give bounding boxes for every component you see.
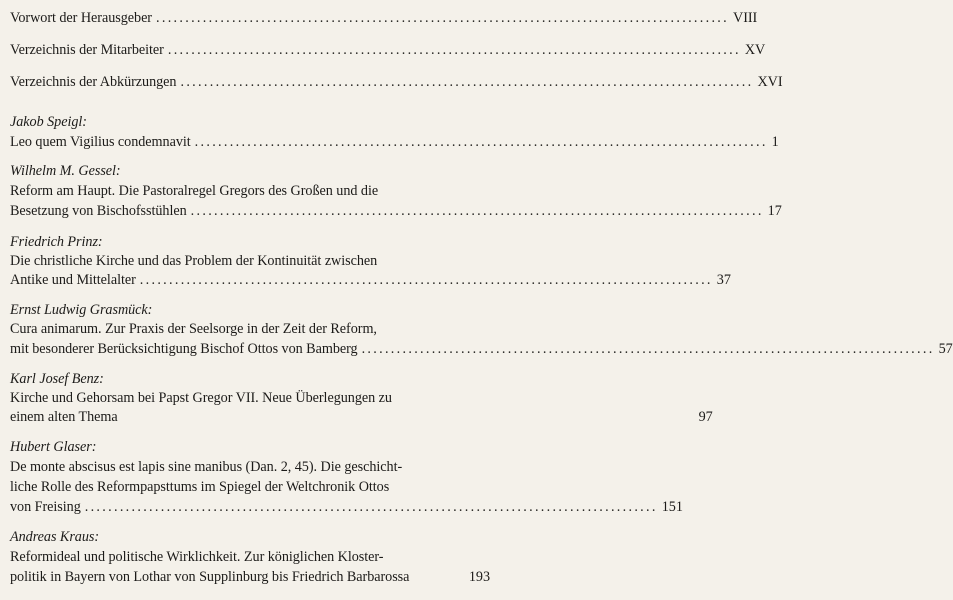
leader-dots: .................................................................................................. (361, 341, 935, 357)
toc-author: Friedrich Prinz: (10, 234, 103, 250)
leader-dots: .................................................................................................. (194, 134, 768, 150)
toc-author: Wilhelm M. Gessel: (10, 163, 121, 179)
toc-page-number: 97 (698, 409, 713, 425)
toc-title: Verzeichnis der Mitarbeiter (10, 42, 164, 58)
toc-author: Andreas Kraus: (10, 529, 100, 545)
toc-entry-line (10, 133, 779, 152)
toc-entry-line (10, 408, 713, 427)
toc-title: einem alten Thema (10, 409, 118, 425)
toc-page-number: XV (744, 42, 766, 58)
toc-title: Die christliche Kirche und das Problem der Kontinuität zwischen (10, 253, 378, 269)
toc-title: mit besonderer Berücksichtigung Bischof Ottos von Bamberg (10, 341, 358, 357)
toc-title: Vorwort der Herausgeber (10, 10, 152, 26)
toc-title: Kirche und Gehorsam bei Papst Gregor VII. Neue Überlegungen zu (10, 390, 392, 406)
toc-entry-line (10, 340, 953, 359)
toc-entry-line (10, 202, 782, 221)
toc-title: Besetzung von Bischofsstühlen (10, 203, 187, 219)
toc-entry-line (10, 568, 490, 587)
toc-page-number: 193 (468, 569, 490, 585)
toc-author: Ernst Ludwig Grasmück: (10, 302, 153, 318)
leader-dots: .................................................................................................. (167, 42, 741, 58)
leader-dots: .................................................................................................. (84, 499, 658, 515)
toc-title: Cura animarum. Zur Praxis der Seelsorge in der Zeit der Reform, (10, 321, 377, 337)
toc-title: De monte abscisus est lapis sine manibus (Dan. 2, 45). Die geschicht- (10, 459, 403, 475)
toc-page-number: XVI (757, 74, 783, 90)
leader-dots: .................................................................................................. (180, 74, 754, 90)
toc-front-item (10, 73, 783, 92)
leader-dots: .................................................................................................. (190, 203, 764, 219)
toc-author: Jakob Speigl: (10, 114, 87, 130)
toc-page-number: 37 (716, 272, 731, 288)
toc-front-item (10, 41, 766, 60)
toc-title: von Freising (10, 499, 81, 515)
toc-page-number: 57 (938, 341, 953, 357)
leader-dots: .................................................................................................. (139, 272, 713, 288)
toc-page-number: VIII (733, 10, 758, 26)
toc-title: Reform am Haupt. Die Pastoralregel Gregors des Großen und die (10, 183, 379, 199)
toc-title: Antike und Mittelalter (10, 272, 136, 288)
toc-entry-line (10, 271, 731, 290)
toc-title: Verzeichnis der Abkürzungen (10, 74, 177, 90)
toc-title: liche Rolle des Reformpapsttums im Spiegel der Weltchronik Ottos (10, 479, 390, 495)
toc-author: Karl Josef Benz: (10, 371, 104, 387)
leader-dots: .................................................................................................. (156, 10, 729, 26)
toc-page-number: 1 (771, 134, 779, 150)
toc-author: Hubert Glaser: (10, 439, 97, 455)
toc-page-number: 17 (767, 203, 782, 219)
toc-front-item (10, 9, 758, 28)
toc-title: Reformideal und politische Wirklichkeit. Zur königlichen Kloster- (10, 549, 384, 565)
toc-title: Leo quem Vigilius condemnavit (10, 134, 191, 150)
toc-entry-line (10, 498, 683, 517)
toc-title: politik in Bayern von Lothar von Supplinburg bis Friedrich Barbarossa (10, 569, 410, 585)
toc-page-number: 151 (661, 499, 683, 515)
